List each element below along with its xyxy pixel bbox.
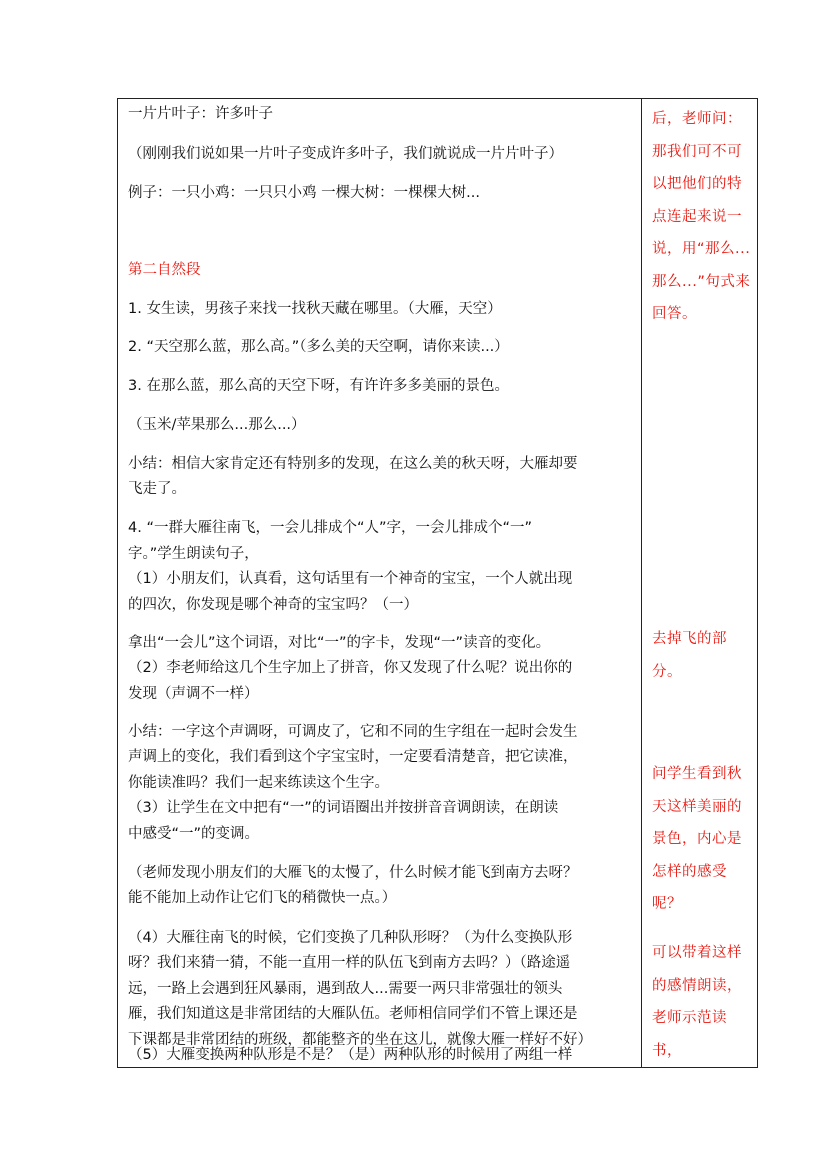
text-line: 2. “天空那么蓝，那么高。”（多么美的天空啊，请你来读...） bbox=[128, 339, 509, 355]
note-text: 去掉飞的部分。 bbox=[652, 631, 727, 680]
text-line: 字。”学生朗读句子， bbox=[128, 546, 259, 562]
text-line: （4）大雁往南飞的时候，它们变换了几种队形呀？（为什么变换队形 bbox=[128, 930, 573, 946]
section-heading: 第二自然段 bbox=[128, 262, 201, 278]
lesson-plan-table bbox=[117, 98, 758, 1068]
text-line: 下课都是非常团结的班级，都能整齐的坐在这儿，就像大雁一样好不好） bbox=[128, 1032, 592, 1048]
text-line: 1. 女生读，男孩子来找一找秋天藏在哪里。（大雁，天空） bbox=[128, 301, 502, 317]
text-line: （3）让学生在文中把有“一”的词语圈出并按拼音音调朗读，在朗读 bbox=[128, 800, 559, 816]
text-line: 飞走了。 bbox=[128, 481, 186, 497]
text-line: 一片片叶子：许多叶子 bbox=[128, 106, 273, 122]
note-text: 可以带着这样的感情朗读，老师示范读书， bbox=[652, 945, 742, 1059]
text-line: 发现（声调不一样） bbox=[128, 686, 259, 702]
note-text: 问学生看到秋天这样美丽的景色，内心是怎样的感受呢？ bbox=[652, 766, 742, 912]
text-line: （5）大雁变换两种队形是不是？（是）两种队形的时候用了两组一样 bbox=[128, 1047, 573, 1063]
text-line: 远，一路上会遇到狂风暴雨，遇到敌人...需要一两只非常强壮的领头 bbox=[128, 981, 563, 997]
text-line: （刚刚我们说如果一片叶子变成许多叶子，我们就说成一片片叶子） bbox=[128, 146, 563, 162]
text-line: （2）李老师给这几个生字加上了拼音，你又发现了什么呢？说出你的 bbox=[128, 660, 573, 676]
text-line: 4. “一群大雁往南飞，一会儿排成个“人”字，一会儿排成个“一” bbox=[128, 520, 533, 536]
text-line: 3. 在那么蓝，那么高的天空下呀，有许许多多美丽的景色。 bbox=[128, 378, 509, 394]
text-line: 呀？我们来猜一猜，不能一直用一样的队伍飞到南方去吗？）（路途遥 bbox=[128, 955, 571, 971]
text-line: （玉米/苹果那么...那么...） bbox=[128, 417, 306, 433]
text-line: 小结：相信大家肯定还有特别多的发现，在这么美的秋天呀，大雁却要 bbox=[128, 456, 578, 472]
text-line: （1）小朋友们，认真看，这句话里有一个神奇的宝宝，一个人就出现 bbox=[128, 571, 573, 587]
note-text: 后，老师问：那我们可不可以把他们的特点连起来说一说，用“那么...那么...”句式来回答。 bbox=[652, 111, 751, 322]
text-line: 声调上的变化，我们看到这个字宝宝时，一定要看清楚音，把它读准， bbox=[128, 749, 578, 765]
text-line: （老师发现小朋友们的大雁飞的太慢了，什么时候才能飞到南方去呀？ bbox=[128, 865, 578, 881]
text-line: 中感受“一”的变调。 bbox=[128, 826, 260, 842]
text-line: 你能读准吗？我们一起来练读这个生字。 bbox=[128, 775, 389, 791]
text-line: 雁，我们知道这是非常团结的大雁队伍。老师相信同学们不管上课还是 bbox=[128, 1006, 578, 1022]
notes-column bbox=[642, 99, 758, 1067]
text-line: 例子：一只小鸡：一只只小鸡 一棵大树：一棵棵大树... bbox=[128, 185, 480, 201]
text-line: 能不能加上动作让它们飞的稍微快一点。） bbox=[128, 890, 397, 906]
teaching-content-column bbox=[118, 99, 641, 1067]
text-line: 小结：一字这个声调呀，可调皮了，它和不同的生字组在一起时会发生 bbox=[128, 724, 578, 740]
text-line: 拿出“一会儿”这个词语，对比“一”的字卡，发现“一”读音的变化。 bbox=[128, 635, 551, 651]
text-line: 的四次，你发现是哪个神奇的宝宝吗？（一） bbox=[128, 597, 418, 613]
